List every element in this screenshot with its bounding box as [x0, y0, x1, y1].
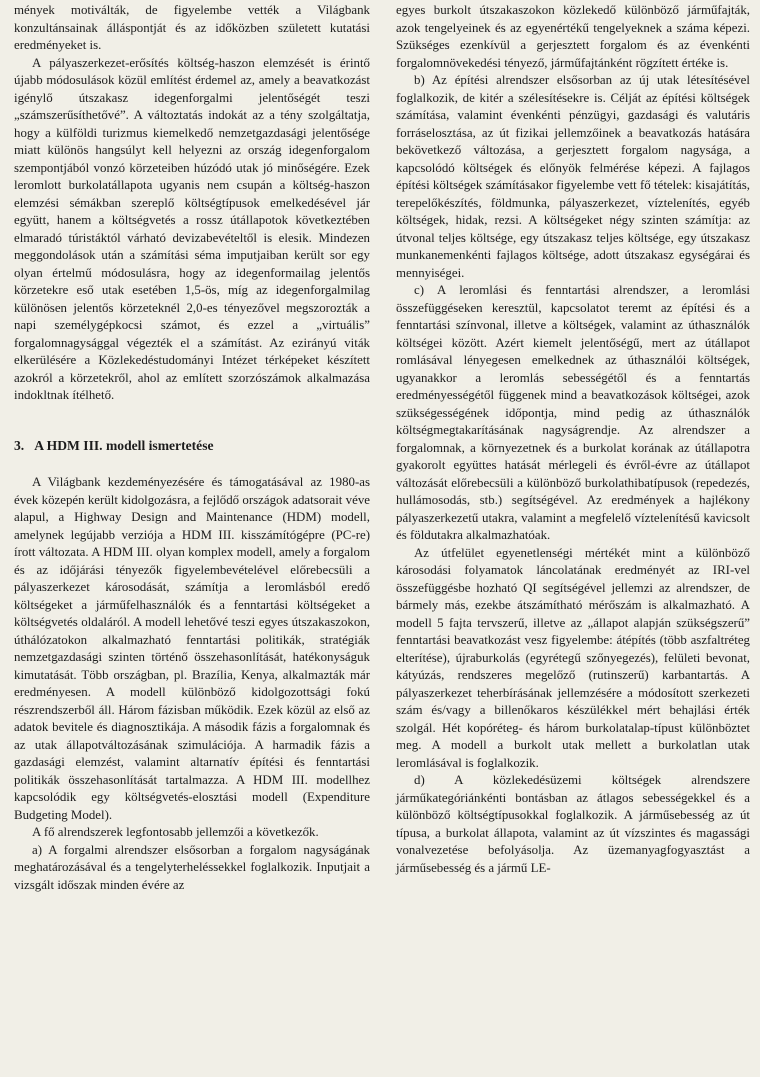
section-number: 3. — [14, 437, 25, 453]
section-title: A HDM III. modell ismertetése — [34, 437, 214, 453]
right-column — [396, 2, 750, 877]
paragraph-deterioration-subsystem: c) A leromlási és fenntartási alrendszer, a leromlási összefüggéseken keresztül, kapcsolatot teremt az építési és a fenntartási színvonal, illetve a költségek, valamint az úthasználók költségei között. Azért kiemelt jelentőségű, mert az útállapot romlásával lényegesen emelkednek az úthasználói költségek, ugyanakkor a leromlás sebességétől és a fenntartás eredményességétől függenek mind a beavatkozások költségei, azok szükségességének időpontja, mind pedig az úthasználók költségmegtakarításának nagyságrendje. Az alrendszer a forgalomnak, a környezetnek és a burkolat korának az útállapotra gyakorolt együttes hatását mérlegeli és évről-évre az útállapot változását előrebecsüli a különböző burkolathibatípusok (repedezés, hullámosodás, stb.) segítségével. Az eredmények a hajlékony pályaszerkezetű utakra, valamint a megfelelő víztelenítésű kavicsolt és földutakra alkalmazhatóak. — [396, 283, 750, 542]
section-heading — [14, 437, 370, 455]
paragraph-traffic-subsystem: a) A forgalmi alrendszer elsősorban a forgalom nagyságának meghatározásával és a tengelyterheléssekkel foglalkozik. Inputjait a vizsgált időszak minden évére az — [14, 842, 370, 892]
paragraph-subsystems-intro: A fő alrendszerek legfontosabb jellemzői a következők. — [32, 825, 319, 839]
paragraph-roughness: Az útfelület egyenetlenségi mértékét mint a különböző károsodási folyamatok láncolatának eredményét az IRI-vel összefüggésbe hozható QI segítségével jellemzi az alrendszer, de bármely más, ezekbe átszámítható mérőszám is alkalmazható. A modell 5 fajta tervszerű, illetve az „állapot alapján szükségszerű” fenntartási beavatkozást vesz figyelembe: átépítés (több aszfaltréteg elterítése), újraburkolás (egyrétegű szőnyegezés), felületi bevonat, kátyúzás, rendszeres megelőző (rutinszerű) karbantartás. A pályaszerkezet teherbírásának jellemzésére a módosított szerkezeti szám és/vagy a billenőkaros készülékkel mért behajlási érték szolgál. Hét kopóréteg- és három burkolatalap-típust különböztet meg. A modell a burkolt utak mellett a burkolatlan utak leromlásával is foglalkozik. — [396, 545, 750, 770]
paragraph-construction-subsystem: b) Az építési alrendszer elsősorban az új utak létesítésével foglalkozik, de kitér a szélesítésekre is. Célját az építési költségek számítása, valamint évenkénti pénzügyi, gazdasági és valutáris forráselosztása, az út fizikai jellemzőinek a beavatkozás hatására bekövetkező változása, a gerjesztett forgalom nagysága, a kapcsolódó költségek és előnyök felmérése képezi. A fajlagos építési költségek számításakor figyelembe vett fő tételek: kisajátítás, terepelőkészítés, földmunka, pályaszerkezet, víztelenítés, egyéb költségek, hidak, rezsi. A költségeket négy szinten számítja: az útvonal teljes költsége, egy útszakasz teljes költsége, egy útszakasz munkanemenkénti fajlagos költsége, adott útszakasz egységárai és mennyiségei. — [396, 73, 750, 280]
paragraph-continuation: mények motiválták, de figyelembe vették a Világbank konzultánsainak álláspontját és az időközben született kutatási eredményeket is. — [14, 3, 370, 52]
paragraph-tourism-adjustment: A pályaszerkezet-erősítés költség-haszon elemzését is érintő újabb módosulások közül említést érdemel az, amely a beavatkozást igénylő útszakasz idegenforgalmi jelentőségét teszi „számszerűsíthetővé”. A változtatás indokát az a tény szolgáltatja, hogy a külföldi turizmus kiemelkedő nemzetgazdasági jelentősége miatt különös hangsúlyt kell helyezni az ország idegenforgalom szempontjából vonzó körzeteiben húzódó utak jó minőségére. Ezek leromlott burkolatállapota ugyanis nem csupán a költség-haszon elemzési sémákban szereplő költségtípusok emelkedésével jár együtt, hanem a költségvetés a rossz útállapotok következtében elmaradó túristáktól várható devizabevételtől is elesik. Mindezen meggondolások után a számítási séma imputjaiban került sor egy olyan értelmű módosulásra, hogy az idegenformailag jelentős körzetekre eső utak esetében 1,5-ös, míg az idegenforgalmilag különösen jelentős körzeteknél 2,0-es tényezővel megszorozták a napi személygépkocsi számot, és ezzel a „virtuális” forgalomnagysággal végezték el a számítást. Az ezirányú viták elkerülésére a Közlekedéstudományi Intézet térképeket készített azokról a körzetekről, ahol az említett szorzószámok alkalmazása indokltnak ítélhető. — [14, 55, 370, 402]
paragraph-vehicle-costs: d) A közlekedésüzemi költségek alrendszere járműkategóriánkénti bontásban az átlagos sebességekkel és a különböző költségtípusokkal foglalkozik. A járműsebesség az út típusa, a burkolat állapota, valamint az út vízszintes és magassági vonalvezetése befolyásolja. Az üzemanyagfogyasztást a járműsebesség és a jármű LE- — [396, 773, 750, 875]
left-column — [14, 2, 370, 894]
paragraph-traffic-continuation: egyes burkolt útszakaszokon közlekedő különböző járműfajták, azok tengelyeinek és az egyenértékű tengelyeknek a száma képezi. Szükséges ezenkívül a gerjesztett forgalom és az évenkénti forgalomnövekedési tényező, járműfajtánként rögzített értéke is. — [396, 3, 750, 70]
paragraph-hdm-overview: A Világbank kezdeményezésére és támogatásával az 1980-as évek közepén került kidolgozásra, a fejlődő országok adatsorait véve alapul, a Highway Design and Maintenance (HDM) modell, amelynek legújabb verziója a HDM III. kisszámítógépre (PC-re) írott változata. A HDM III. olyan komplex modell, amely a forgalom és az időjárási tényezők figyelembevételével előrebecsüli a pályaszerkezet károsodását, számítja a leromlásból eredő költségeket a járműfelhasználók és a fenntartási költségeket a költségvetés oldaláról. A modell lehetővé teszi egyes útszakaszokon, úthálózatokon alkalmazható fenntartási politikák, stratégiák nemzetgazdasági szinten történő összehasonlítását, hatékonyságuk kimutatását. Több országban, pl. Brazília, Kenya, alkalmazták már eredményesen. A modell különböző kidolgozottsági fokú részrendszerből áll. Három fázisban működik. Ezek közül az első az adatok bevitele és diagnosztikája. A második fázis a forgalomnak és az utak állapotváltozásának szimulációja. A harmadik fázis a gazdasági elemzést, valamint altarnatív építési és fenntartási politikák összehasonlítását tartalmazza. A HDM III. modellhez kapcsolódik egy költségvetés-elosztási modell (Expenditure Budgeting Model). — [14, 475, 370, 822]
